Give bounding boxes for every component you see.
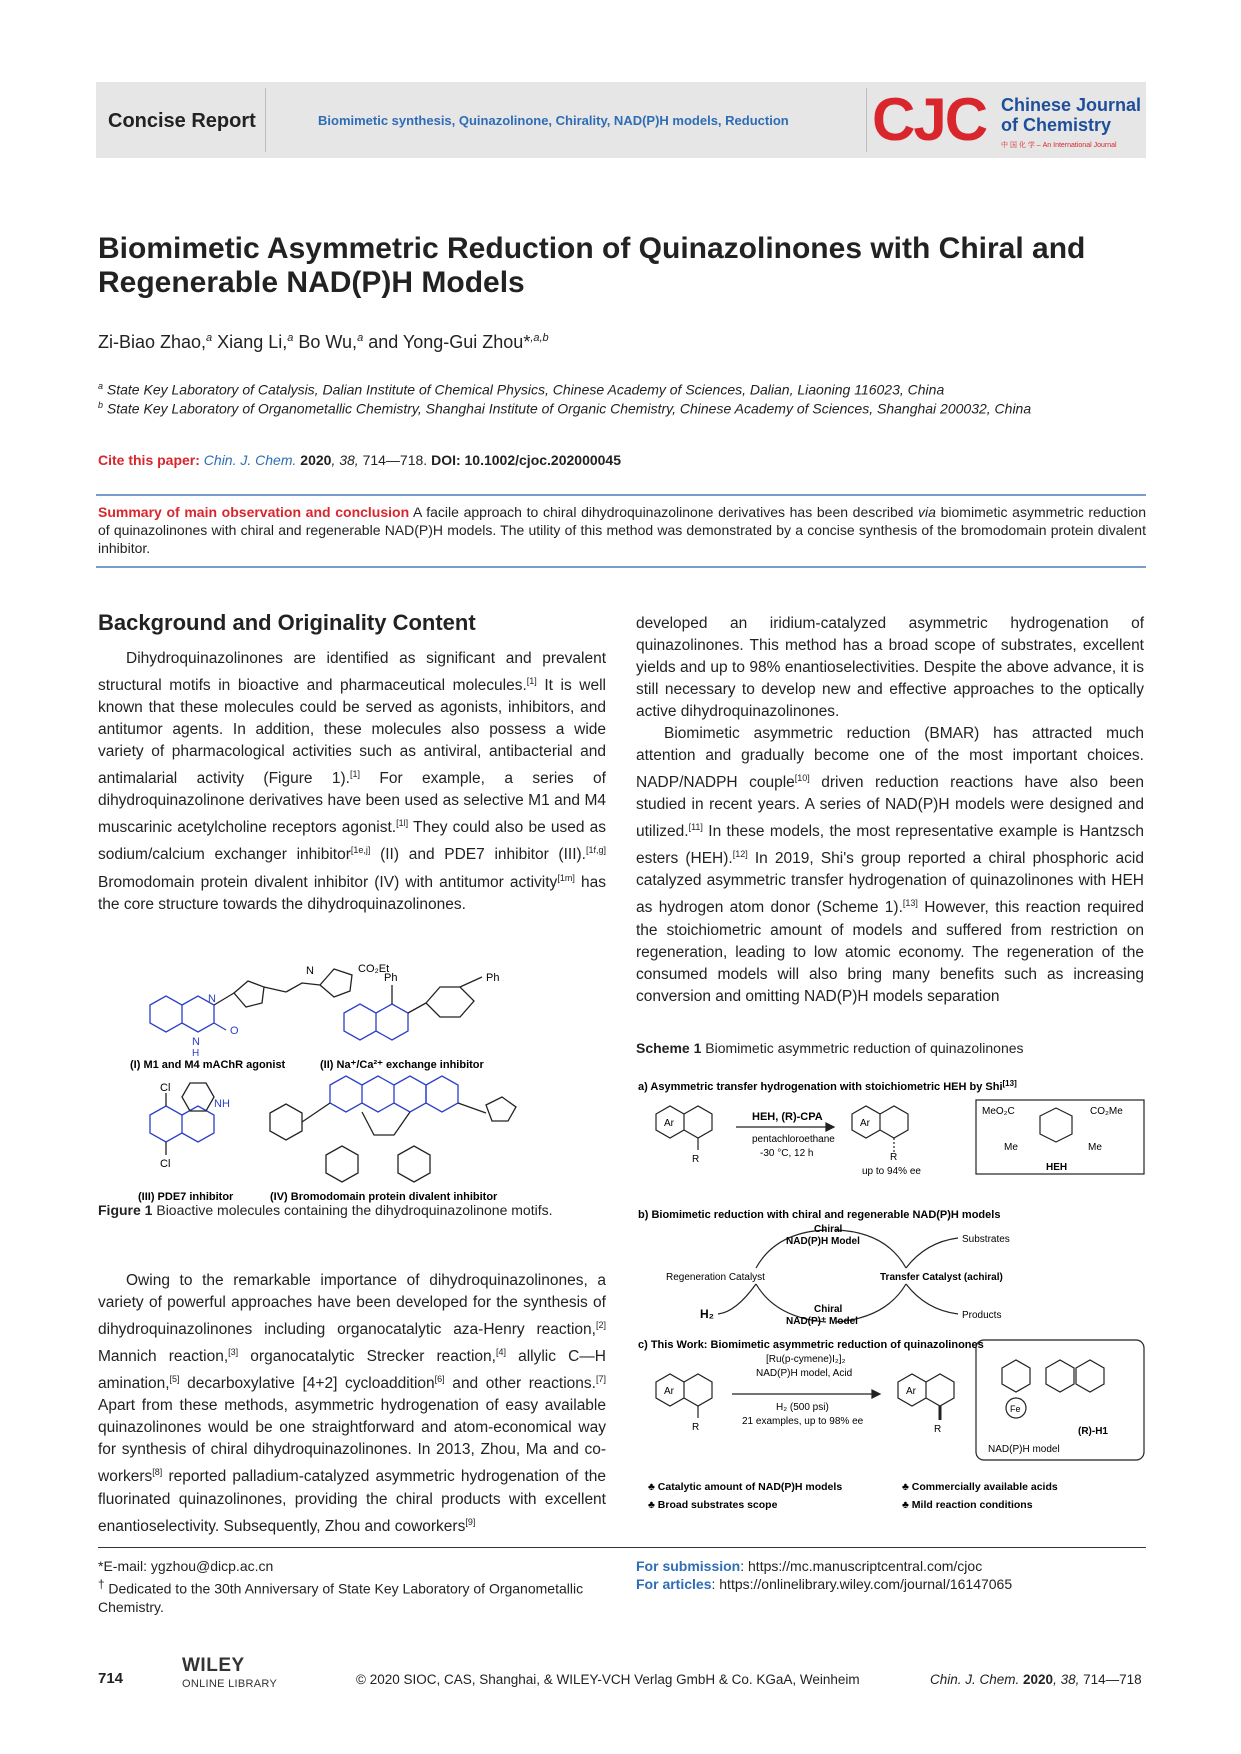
copyright: © 2020 SIOC, CAS, Shanghai, & WILEY-VCH Verlag GmbH & Co. KGaA, Weinheim (356, 1672, 860, 1687)
scheme-bullet: ♣ Commercially available acids (902, 1481, 1058, 1493)
group-label: CO₂Et (358, 963, 390, 975)
scheme-caption-text: Biomimetic asymmetric reduction of quinazolinones (701, 1040, 1024, 1056)
scheme-b-h2: H₂ (700, 1307, 714, 1321)
molecule-label-2: (II) Na⁺/Ca²⁺ exchange inhibitor (320, 1059, 484, 1071)
author-affil-mark: a (287, 332, 294, 344)
citation-ref[interactable]: [8] (152, 1467, 163, 1478)
group-label: Ph (384, 972, 398, 984)
scheme-b-model: NAD(P)H Model (786, 1236, 860, 1247)
footnote-dedication (98, 1576, 598, 1616)
scheme-b-modelp: NAD(P)⁺ Model (786, 1316, 858, 1327)
affil-mark: b (98, 400, 104, 410)
heh-label: HEH (1046, 1162, 1068, 1173)
dagger-mark: † (98, 1578, 105, 1591)
scheme-a-conditions: -30 °C, 12 h (760, 1148, 814, 1159)
citation-ref[interactable]: [9] (465, 1516, 476, 1527)
citation-ref[interactable]: [1m] (557, 872, 575, 883)
scheme-label: Scheme 1 (636, 1040, 702, 1056)
article-title (98, 232, 1148, 300)
journal-name-line1: Chinese Journal (1001, 95, 1142, 115)
affil-text: State Key Laboratory of Catalysis, Dalian Institute of Chemical Physics, Chinese Academy of Sciences, Dalian, Liaoning 116023, China (103, 381, 945, 398)
section-heading: Background and Originality Content (98, 610, 476, 635)
paragraph-continued: developed an iridium-catalyzed asymmetric hydrogenation of quinazolinones. This method has a broad scope of substrates, excellent yields and up to 98% enantioselectivities. Despite the above advance, it is still necessary to develop new and effective approaches to the optically active dihydroquinazolinones. (636, 615, 1144, 720)
r-label: R (934, 1424, 942, 1435)
scheme-a-solvent: pentachloroethane (752, 1134, 835, 1145)
citation-ref[interactable]: [12] (732, 849, 748, 860)
ferrocene-icon: Fe (1010, 1404, 1021, 1414)
atom-label: H (192, 1048, 200, 1059)
atom-label: N (192, 1036, 200, 1048)
atom-label: NH (214, 1098, 230, 1110)
scheme-panel-c-title: c) This Work: Biomimetic asymmetric reduction of quinazolinones (638, 1339, 984, 1351)
citation-ref[interactable]: [11] (688, 822, 703, 833)
article-type: Concise Report (108, 110, 256, 132)
citation-ref[interactable]: [13] (902, 898, 918, 909)
scheme-c-h1: (R)-H1 (1078, 1426, 1108, 1437)
affiliation-a (98, 381, 944, 398)
paragraph-intro: Dihydroquinazolinones are identified as significant and prevalent structural motifs in bioactive and pharmaceutical molecules.[1] It is well known that these molecules could be served as agonists, inhibitors, and antitumor agents. In addition, these molecules also possess a wide variety of pharmacological activities such as antiviral, antibacterial and antimalarial activity (Figure 1).[1] For example, a series of dihydroquinazolinone derivatives have been used as selective M1 and M4 muscarinic acetylcholine receptors agonist.[1l] They could also be used as sodium/calcium exchanger inhibitor[1e,j] (II) and PDE7 inhibitor (III).[1f,g] Bromodomain protein divalent inhibitor (IV) with antitumor activity[1m] has the core structure towards the dihydroquinazolinones. (98, 650, 607, 913)
r-label: R (890, 1152, 898, 1163)
affil-text: State Key Laboratory of Organometallic Chemistry, Shanghai Institute of Organic Chemistry, Chinese Academy of Sciences, Shanghai 200032, China (103, 400, 1032, 417)
ar-label: Ar (664, 1386, 674, 1397)
author-affil-mark: a (206, 332, 213, 344)
summary-text-cont: biomimetic asymmetric reduction of quinazolinones with chiral and regenerable NAD(P)H models. The utility of this method was demonstrated by a concise synthesis of the bromodomain protein divalent inhibitor. (98, 504, 1146, 556)
author-name: Bo Wu, (293, 332, 358, 352)
figure-caption-text: Bioactive molecules containing the dihydroquinazolinone motifs. (152, 1202, 553, 1218)
scheme-b-regen: Regeneration Catalyst (666, 1272, 765, 1283)
benzene-ring-icon (150, 996, 182, 1032)
citation-ref[interactable]: [1f,g] (585, 845, 606, 856)
summary-via: via (918, 504, 936, 520)
citation-ref[interactable]: [1] (526, 676, 537, 686)
scheme-1-caption (636, 1040, 1024, 1056)
journal-subtitle: 中 国 化 学 – An International Journal (1001, 142, 1117, 149)
author-name: and Yong-Gui Zhou* (363, 332, 531, 352)
scheme-bullet: ♣ Catalytic amount of NAD(P)H models (648, 1481, 843, 1493)
affiliation-b (98, 400, 1031, 417)
scheme-panel-b-title: b) Biomimetic reduction with chiral and regenerable NAD(P)H models (638, 1209, 1001, 1221)
atom-label: Cl (160, 1158, 171, 1170)
summary-rule-bottom (96, 566, 1146, 568)
citation-ref[interactable]: [1] (349, 769, 360, 780)
group-label: Me (1004, 1142, 1018, 1153)
citation-ref[interactable]: [6] (434, 1374, 445, 1385)
atom-label: Cl (160, 1082, 171, 1094)
paragraph-bmar: Biomimetic asymmetric reduction (BMAR) has attracted much attention and gradually become one of the most important choices. NADP/NADPH couple[10] driven reduction reactions have also been studied in recent years. A series of NAD(P)H models were designed and utilized.[11] In these models, the most representative example is Hantzsch esters (HEH).[12] In 2019, Shi's group reported a chiral phosphoric acid catalyzed asymmetric transfer hydrogenation of quinazolinones with HEH as hydrogen atom donor (Scheme 1).[13] However, this reaction required the stoichiometric amount of models and suffered from restriction on regeneration, leading to low atomic economy. The regeneration of the consumed models will also bring many benefits such as increasing conversion and omitting NAD(P)H models separation (636, 725, 1145, 1005)
scheme-c-h1-caption: NAD(P)H model (988, 1444, 1060, 1455)
atom-label: N (306, 965, 314, 977)
author-name: Xiang Li, (212, 332, 288, 352)
footer-volume: , 38, (1053, 1672, 1080, 1687)
citation-ref[interactable]: [2] (595, 1320, 606, 1330)
paragraph-approaches: Owing to the remarkable importance of dihydroquinazolinones, a variety of powerful approaches have been developed for the synthesis of dihydroquinazolinones including organocatalytic aza-Henry reaction,[2] Mannich reaction,[3] organocatalytic Strecker reaction,[4] allylic C—H amination,[5] decarboxylative [4+2] cycloaddition[6] and other reactions.[7] Apart from these methods, asymmetric hydrogenation of easy available quinazolinones would be one straightforward and atom-economical way for synthesis of chiral dihydroquinazolinones. In 2013, Zhou, Ma and co-workers[8] reported palladium-catalyzed asymmetric hydrogenation of the fluorinated quinazolinones, providing the chiral products with excellent enantioselectivity. Subsequently, Zhou and coworkers[9] (98, 1272, 606, 1535)
cite-line (98, 452, 621, 468)
cite-year: 2020 (296, 452, 332, 468)
citation-ref[interactable]: [1e,j] (350, 845, 371, 856)
submission-url[interactable]: : https://mc.manuscriptcentral.com/cjoc (740, 1558, 983, 1574)
dedication-text: Dedicated to the 30th Anniversary of State Key Laboratory of Organometallic Chemistry. (98, 1580, 584, 1615)
figure-1-structures (130, 935, 610, 1210)
articles-link[interactable] (636, 1576, 1012, 1592)
cite-journal[interactable]: Chin. J. Chem. (203, 452, 297, 468)
scheme-bullet: ♣ Mild reaction conditions (902, 1499, 1033, 1511)
group-label: Ph (486, 972, 500, 984)
group-label: Me (1088, 1142, 1102, 1153)
author-name: Zi-Biao Zhao, (98, 332, 207, 352)
scheme-c-catalyst: [Ru(p-cymene)I₂]₂ (766, 1354, 846, 1365)
affil-mark: a (98, 381, 104, 391)
group-label: MeO₂C (982, 1106, 1015, 1117)
footer-pages: 714—718 (1079, 1672, 1142, 1687)
ar-label: Ar (906, 1386, 916, 1397)
citation-ref[interactable]: [3] (228, 1347, 239, 1358)
citation-ref[interactable]: [1l] (396, 818, 409, 829)
r-label: R (692, 1154, 700, 1165)
ar-label: Ar (664, 1118, 674, 1129)
scheme-c-model: NAD(P)H model, Acid (756, 1368, 853, 1379)
r-label: R (692, 1422, 700, 1433)
cite-doi[interactable]: DOI: 10.1002/cjoc.202000045 (431, 452, 621, 468)
summary-label: Summary of main observation and conclusion (98, 504, 410, 520)
journal-name (1001, 95, 1141, 135)
molecule-label-1: (I) M1 and M4 mAChR agonist (130, 1059, 286, 1071)
citation-ref[interactable]: [5] (169, 1374, 180, 1385)
scheme-b-chiral: Chiral (814, 1224, 843, 1235)
scheme-1-diagram (636, 1072, 1146, 1532)
footer-journal: Chin. J. Chem. (930, 1672, 1020, 1687)
molecule-label-4: (IV) Bromodomain protein divalent inhibitor (270, 1191, 498, 1203)
summary-text: A facile approach to chiral dihydroquinazolinone derivatives has been described (409, 504, 919, 520)
figure-1-caption (98, 1200, 606, 1220)
scheme-b-transfer: Transfer Catalyst (achiral) (880, 1272, 1003, 1283)
footnote-email[interactable]: *E-mail: ygzhou@dicp.ac.cn (98, 1558, 274, 1574)
summary-block (98, 503, 1146, 557)
title-line1: Biomimetic Asymmetric Reduction of Quinazolinones with Chiral and (98, 232, 1086, 265)
scheme-c-scope: 21 examples, up to 98% ee (742, 1416, 864, 1427)
cite-volume: , 38, (331, 452, 359, 468)
cite-label: Cite this paper: (98, 452, 204, 468)
atom-label: N (208, 993, 216, 1005)
scheme-c-h2: H₂ (500 psi) (776, 1402, 829, 1413)
right-column-text (636, 613, 1144, 1008)
title-line2: Regenerable NAD(P)H Models (98, 266, 525, 299)
author-list (98, 332, 549, 353)
scheme-panel-a-title: a) Asymmetric transfer hydrogenation with stoichiometric HEH by Shi[13] (638, 1079, 1017, 1093)
ar-label: Ar (860, 1118, 870, 1129)
journal-logo: CJC (872, 86, 987, 153)
page-number: 714 (98, 1670, 124, 1687)
citation-ref[interactable]: [4] (495, 1347, 506, 1358)
articles-url[interactable]: : https://onlinelibrary.wiley.com/journal/16147065 (711, 1576, 1013, 1592)
scheme-a-ee: up to 94% ee (862, 1166, 921, 1177)
header-keywords: Biomimetic synthesis, Quinazolinone, Chirality, NAD(P)H models, Reduction (318, 113, 789, 128)
group-label: CO₂Me (1090, 1106, 1123, 1117)
footer-year: 2020 (1019, 1672, 1054, 1687)
scheme-b-chiral: Chiral (814, 1304, 843, 1315)
header-divider (265, 88, 266, 152)
atom-label: O (230, 1025, 239, 1037)
figure-label: Figure 1 (98, 1202, 153, 1218)
scheme-a-reagent: HEH, (R)-CPA (752, 1111, 823, 1123)
submission-link[interactable] (636, 1558, 982, 1574)
wiley-logo-sub: ONLINE LIBRARY (182, 1678, 278, 1690)
footnote-rule (98, 1547, 1146, 1548)
author-affil-mark: a (357, 332, 364, 344)
wiley-logo: WILEY (182, 1655, 245, 1676)
cite-pages: 714—718. (358, 452, 432, 468)
summary-rule-top (96, 494, 1146, 496)
scheme-b-substrates: Substrates (962, 1234, 1010, 1245)
header-divider-right (866, 88, 867, 152)
scheme-b-products: Products (962, 1310, 1002, 1321)
articles-label: For articles (636, 1576, 712, 1592)
author-affil-mark: ,a,b (530, 332, 549, 344)
journal-name-line2: of Chemistry (1001, 115, 1112, 135)
molecule-label-3: (III) PDE7 inhibitor (138, 1191, 234, 1203)
scheme-bullet: ♣ Broad substrates scope (648, 1499, 778, 1511)
citation-ref[interactable]: [10] (794, 773, 810, 783)
submission-label: For submission (636, 1558, 741, 1574)
citation-ref[interactable]: [7] (595, 1374, 606, 1385)
footer-cite (930, 1672, 1142, 1687)
